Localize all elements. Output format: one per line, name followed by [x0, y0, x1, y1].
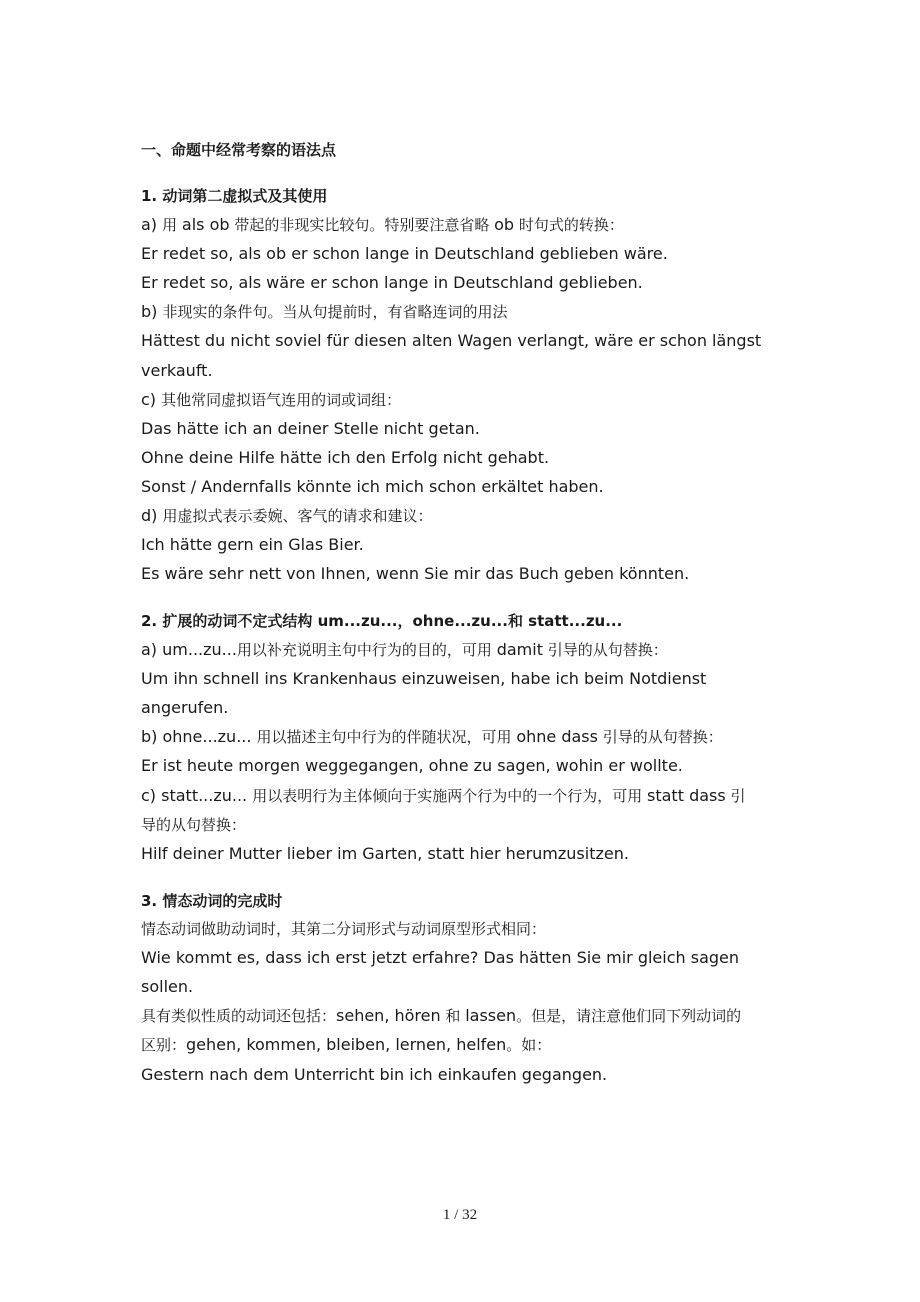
text-line	[141, 505, 433, 527]
chinese-text: 引导的从句替换：	[597, 728, 723, 747]
text-line	[141, 563, 689, 585]
text-line	[141, 418, 480, 440]
text-line	[141, 843, 629, 865]
text-line	[141, 1064, 607, 1086]
german-text: Es wäre sehr nett von Ihnen, wenn Sie mir das Buch geben könnten.	[141, 564, 690, 584]
german-text: Ich hätte gern ein Glas Bier.	[141, 535, 364, 555]
german-text: Er ist heute morgen weggegangen, ohne zu sagen, wohin er wollte.	[141, 756, 683, 776]
chinese-text: 区别：	[141, 1036, 187, 1055]
text-line	[141, 447, 549, 469]
german-text: Wie kommt es, dass ich erst jetzt erfahre? Das hätten Sie mir gleich sagen	[141, 948, 740, 968]
text-line	[141, 330, 761, 352]
chinese-text: 用以描述主句中行为的伴随状况，可用	[256, 728, 517, 747]
chinese-text: 带起的非现实比较句。特别要注意省略	[229, 216, 495, 234]
german-text: a) um...zu...	[141, 640, 237, 659]
text-line	[141, 976, 193, 998]
german-text: ob	[494, 215, 515, 234]
document-title: 一、命题中经常考察的语法点	[141, 141, 337, 159]
german-text: Das hätte ich an deiner Stelle nicht getan.	[141, 418, 480, 438]
section-heading-2	[141, 610, 622, 632]
german-text: c) statt...zu...	[141, 785, 253, 805]
german-text: c)	[141, 389, 162, 409]
chinese-text: 用以表明行为主体倾向于实施两个行为中的一个行为，可用	[252, 786, 648, 805]
chinese-text: 。如：	[506, 1036, 552, 1055]
german-text: gehen, kommen, bleiben, lernen, helfen	[186, 1035, 507, 1055]
text-line	[141, 272, 643, 294]
page-number: 1 / 32	[442, 1207, 478, 1223]
text-line	[141, 360, 213, 382]
german-text: Er redet so, als ob er schon lange in Deutschland geblieben wäre.	[141, 244, 668, 264]
chinese-text: 。但是，请注意他们同下列动词的	[516, 1007, 742, 1026]
german-text: damit	[496, 640, 543, 659]
chinese-text: 和	[440, 1007, 466, 1026]
section-heading-1	[141, 185, 327, 207]
german-text: sehen, hören	[336, 1006, 441, 1026]
text-line	[141, 476, 604, 498]
text-line	[141, 214, 624, 236]
chinese-text: 用	[162, 216, 182, 234]
chinese-text: 非现实的条件句。当从句提前时，有省略连词的用法	[162, 303, 508, 322]
section-heading-3	[141, 890, 282, 912]
text-line	[141, 534, 364, 556]
text-line	[141, 785, 745, 807]
german-text: sollen.	[141, 977, 194, 997]
chinese-text: 具有类似性质的动词还包括：	[141, 1007, 337, 1026]
section-number: 2.	[141, 612, 158, 630]
text-line	[141, 243, 668, 265]
text-line	[141, 947, 739, 969]
chinese-text: 用以补充说明主句中行为的目的，可用	[236, 641, 497, 659]
text-line	[141, 918, 546, 940]
german-text: Sonst / Andernfalls könnte ich mich schon erkältet haben.	[141, 476, 604, 496]
german-text: b)	[141, 302, 163, 322]
chinese-text: 导的从句替换：	[141, 815, 247, 834]
chinese-text: 引	[725, 786, 746, 805]
chinese-text: 引导的从句替换：	[542, 641, 668, 659]
text-line	[141, 1005, 741, 1027]
text-line	[141, 814, 246, 836]
german-text: lassen	[465, 1006, 517, 1026]
german-text: als ob	[181, 215, 230, 234]
german-text: ohne dass	[516, 727, 598, 747]
text-line	[141, 697, 228, 719]
section-number: 1.	[141, 187, 158, 205]
text-line	[141, 389, 401, 411]
german-text: angerufen.	[141, 698, 229, 718]
text-line	[141, 1034, 551, 1056]
german-text: b) ohne...zu...	[141, 727, 257, 747]
chinese-text: 时句式的转换：	[514, 216, 624, 234]
text-line	[141, 726, 723, 748]
text-line	[141, 668, 706, 690]
text-line	[141, 639, 668, 661]
chinese-text: 情态动词做助动词时，其第二分词形式与动词原型形式相同：	[141, 920, 547, 938]
german-text: statt dass	[647, 785, 726, 805]
german-text: Um ihn schnell ins Krankenhaus einzuweisen, habe ich beim Notdienst	[141, 669, 707, 689]
german-text: Ohne deine Hilfe hätte ich den Erfolg nicht gehabt.	[141, 447, 550, 467]
chinese-text: 用虚拟式表示委婉、客气的请求和建议：	[162, 507, 433, 525]
section-title: 动词第二虚拟式及其使用	[162, 187, 328, 205]
german-text: Hilf deiner Mutter lieber im Garten, statt hier herumzusitzen.	[141, 843, 629, 863]
chinese-text: 其他常同虚拟语气连用的词或词组：	[161, 390, 402, 409]
german-text: Er redet so, als wäre er schon lange in Deutschland geblieben.	[141, 273, 643, 293]
german-text: a)	[141, 215, 163, 234]
section-title: 扩展的动词不定式结构 um...zu...，ohne...zu...和 statt...zu...	[162, 612, 623, 630]
german-text: Hättest du nicht soviel für diesen alten Wagen verlangt, wäre er schon längst	[141, 331, 762, 351]
german-text: verkauft.	[141, 360, 213, 380]
text-line	[141, 301, 508, 323]
german-text: d)	[141, 506, 163, 525]
text-line	[141, 755, 683, 777]
german-text: Gestern nach dem Unterricht bin ich einkaufen gegangen.	[141, 1064, 608, 1084]
section-title: 情态动词的完成时	[162, 892, 283, 910]
section-number: 3.	[141, 892, 158, 910]
